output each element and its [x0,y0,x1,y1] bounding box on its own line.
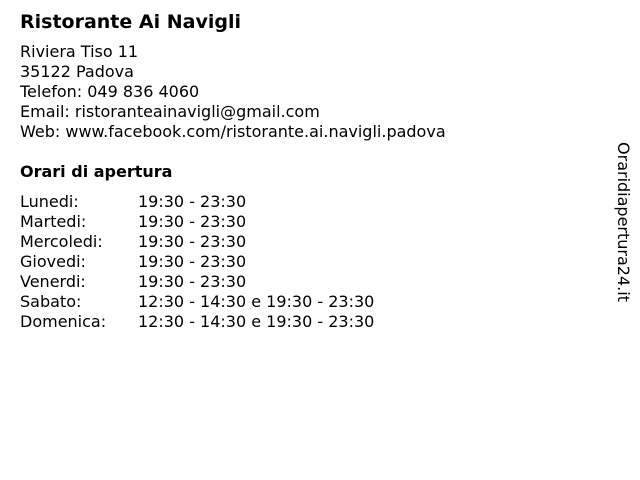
hours-day: Giovedi: [20,252,86,271]
business-name: Ristorante Ai Navigli [20,11,241,33]
hours-row-monday [20,192,600,212]
site-watermark: Oraridiapertura24.it [614,142,633,302]
hours-time: 12:30 - 14:30 e 19:30 - 23:30 [138,312,375,331]
email-line: Email: ristoranteainavigli@gmail.com [20,102,320,121]
phone-line: Telefon: 049 836 4060 [20,82,200,101]
hours-time: 19:30 - 23:30 [138,232,247,251]
opening-hours-table [20,192,600,332]
web-line: Web: www.facebook.com/ristorante.ai.navigli.padova [20,122,446,141]
address-street: Riviera Tiso 11 [20,42,139,61]
hours-day: Venerdi: [20,272,86,291]
hours-time: 19:30 - 23:30 [138,212,247,231]
hours-row-friday [20,272,600,292]
hours-day: Domenica: [20,312,107,331]
hours-day: Martedi: [20,212,87,231]
hours-row-sunday [20,312,600,332]
hours-day: Lunedi: [20,192,79,211]
hours-time: 12:30 - 14:30 e 19:30 - 23:30 [138,292,375,311]
hours-time: 19:30 - 23:30 [138,252,247,271]
hours-row-tuesday [20,212,600,232]
hours-day: Sabato: [20,292,82,311]
hours-row-thursday [20,252,600,272]
hours-day: Mercoledi: [20,232,103,251]
hours-time: 19:30 - 23:30 [138,192,247,211]
business-card [20,10,600,332]
hours-row-wednesday [20,232,600,252]
address-city: 35122 Padova [20,62,134,81]
hours-time: 19:30 - 23:30 [138,272,247,291]
hours-row-saturday [20,292,600,312]
opening-hours-title: Orari di apertura [20,162,173,181]
business-contact [20,42,600,142]
